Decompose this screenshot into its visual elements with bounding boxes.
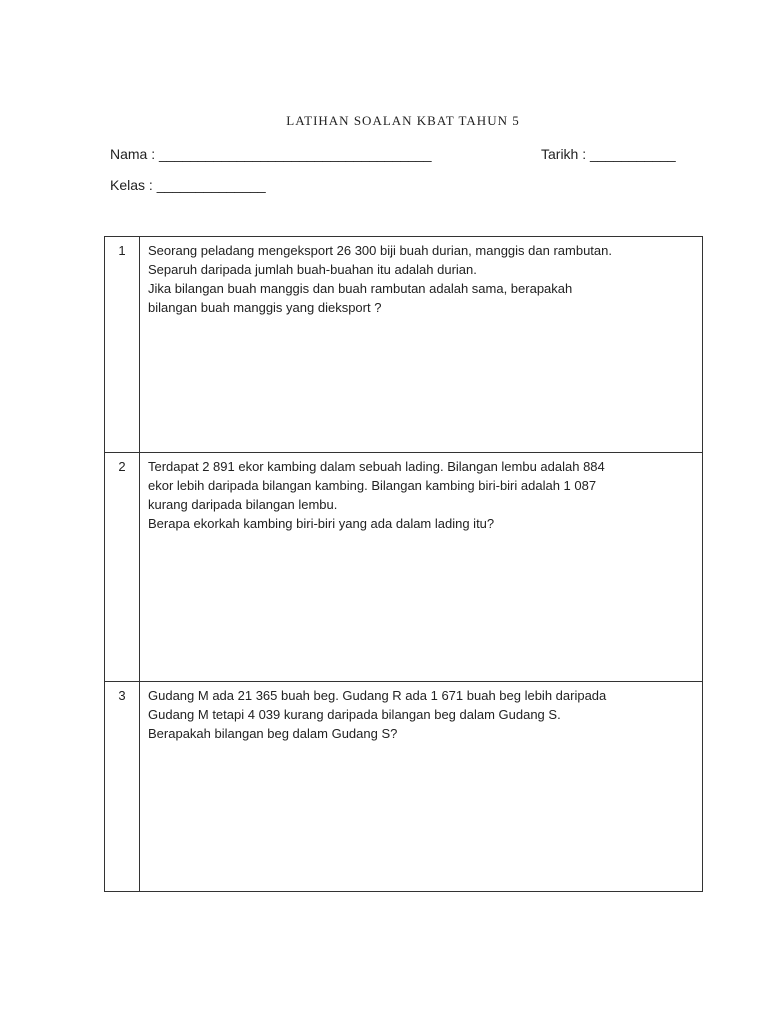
question-number: 3 bbox=[105, 682, 140, 892]
question-line: ekor lebih daripada bilangan kambing. Bilangan kambing biri-biri adalah 1 087 bbox=[148, 478, 597, 493]
question-text bbox=[140, 453, 703, 682]
question-row-1 bbox=[105, 237, 703, 453]
question-line: Terdapat 2 891 ekor kambing dalam sebuah lading. Bilangan lembu adalah 884 bbox=[148, 459, 605, 474]
question-line: Separuh daripada jumlah buah-buahan itu adalah durian. bbox=[148, 262, 477, 277]
question-line: Gudang M tetapi 4 039 kurang daripada bilangan beg dalam Gudang S. bbox=[148, 707, 561, 722]
question-line: Seorang peladang mengeksport 26 300 biji buah durian, manggis dan rambutan. bbox=[148, 243, 612, 258]
question-number: 2 bbox=[105, 453, 140, 682]
question-line: Berapa ekorkah kambing biri-biri yang ada dalam lading itu? bbox=[148, 516, 495, 531]
question-line: kurang daripada bilangan lembu. bbox=[148, 497, 338, 512]
question-text bbox=[140, 682, 703, 892]
date-field: Tarikh : ___________ bbox=[541, 146, 676, 162]
class-field: Kelas : ______________ bbox=[110, 177, 266, 193]
question-line: Jika bilangan buah manggis dan buah rambutan adalah sama, berapakah bbox=[148, 281, 573, 296]
question-line: Gudang M ada 21 365 buah beg. Gudang R ada 1 671 buah beg lebih daripada bbox=[148, 688, 607, 703]
worksheet-title: LATIHAN SOALAN KBAT TAHUN 5 bbox=[286, 113, 520, 128]
question-row-3 bbox=[105, 682, 703, 892]
question-text bbox=[140, 237, 703, 453]
question-line: bilangan buah manggis yang dieksport ? bbox=[148, 300, 382, 315]
question-line: Berapakah bilangan beg dalam Gudang S? bbox=[148, 726, 398, 741]
questions-table bbox=[104, 236, 703, 892]
name-field: Nama : ___________________________________ bbox=[110, 146, 432, 162]
question-row-2 bbox=[105, 453, 703, 682]
question-number: 1 bbox=[105, 237, 140, 453]
